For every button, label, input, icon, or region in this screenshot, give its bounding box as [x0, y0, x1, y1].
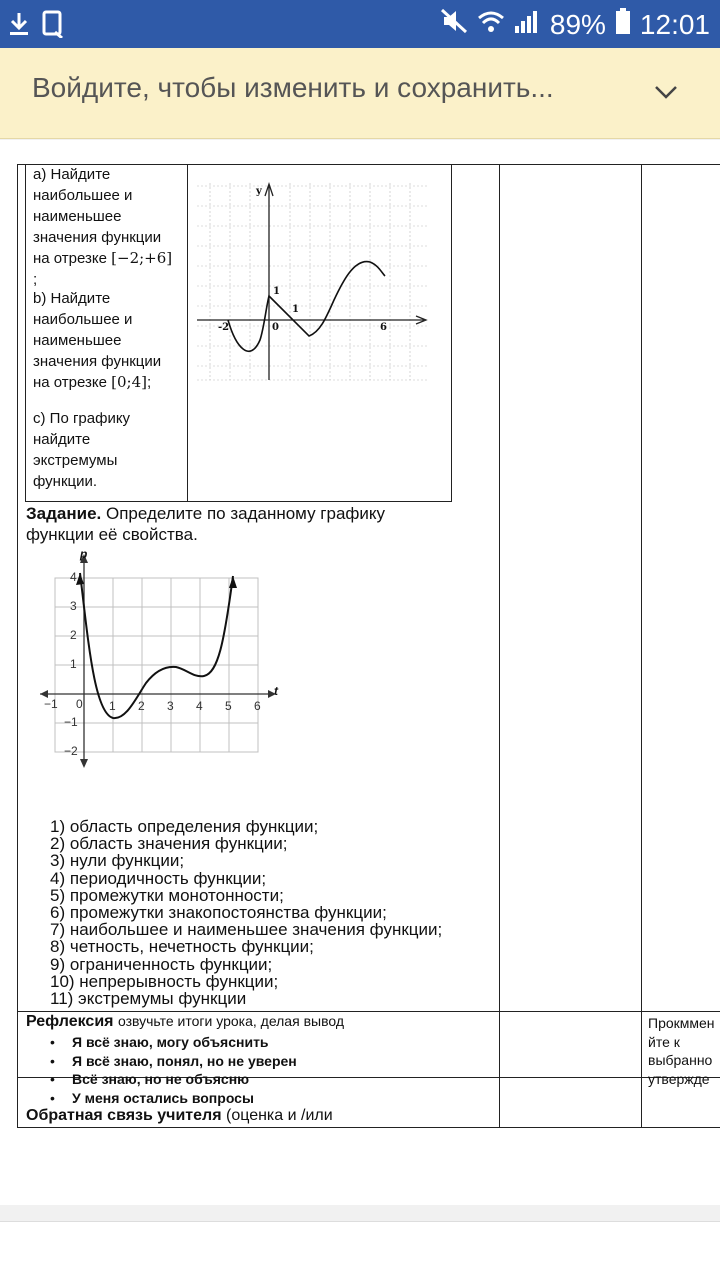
interval-formula: [−2;+6]: [111, 249, 173, 267]
graph2-y-axis-label: p: [80, 547, 88, 561]
list-item: 8) четность, нечетность функции;: [50, 937, 314, 957]
graph1-label: 0: [272, 322, 279, 333]
reflection-subtitle: озвучьте итоги урока, делая вывод: [117, 1013, 344, 1029]
list-item: 11) экстремумы функции: [50, 989, 247, 1009]
text-line: йте к: [648, 1033, 680, 1050]
banner-text: Войдите, чтобы изменить и сохранить...: [32, 72, 554, 103]
list-item: 3) нули функции;: [50, 851, 185, 871]
teacher-feedback: [26, 1107, 333, 1125]
list-item: Я всё знаю, понял, но не уверен: [72, 1052, 297, 1069]
task2-bold: Задание.: [26, 504, 102, 523]
text-line: на отрезке: [33, 250, 107, 267]
right-column-text: [648, 1014, 720, 1088]
graph2-x-tick: 2: [138, 699, 145, 713]
wifi-icon: [478, 9, 504, 41]
text-line: ;: [33, 271, 38, 288]
list-item: У меня остались вопросы: [72, 1089, 254, 1106]
graph1-label: 1: [292, 304, 299, 315]
list-item: 10) непрерывность функции;: [50, 971, 279, 991]
list-item: Я всё знаю, могу объяснить: [72, 1034, 269, 1050]
table-row-divider: [17, 1011, 720, 1012]
text-line: а) Найдите: [33, 166, 111, 183]
text-line: значения функции: [33, 229, 162, 246]
graph2-x-tick: 6: [254, 699, 261, 713]
clock: 12:01: [639, 8, 710, 40]
task-part-c: [33, 408, 183, 492]
table-left-border: [17, 164, 18, 1128]
inner-table-divider: [187, 164, 188, 501]
status-bar: [0, 0, 720, 48]
graph1-label: 1: [273, 286, 280, 297]
graph1-y-label: y: [256, 186, 262, 197]
graph2-x-axis-label: t: [274, 684, 278, 698]
list-item: 1) область определения функции;: [50, 817, 319, 836]
text-line: на отрезке: [33, 374, 107, 391]
graph2-y-tick: 4: [70, 570, 77, 584]
reflection-heading: [26, 1013, 344, 1031]
list-item: 6) промежутки знакопостоянства функции;: [50, 903, 387, 923]
graph2-y-tick: 3: [70, 599, 77, 613]
text-line: экстремумы: [33, 452, 118, 469]
text-line: b) Найдите: [33, 290, 111, 307]
graph2-y-tick: −2: [64, 744, 78, 758]
text-line: выбранно: [648, 1052, 713, 1068]
graph2-y-tick: −1: [64, 715, 78, 729]
text-line: наибольшее и: [33, 187, 133, 204]
battery-icon: [616, 8, 630, 41]
task-part-a: [33, 164, 183, 290]
text-line: ;: [147, 374, 152, 391]
screenshot-icon: [42, 10, 64, 43]
download-icon: [8, 11, 30, 42]
text-line: наибольшее и: [33, 311, 133, 328]
list-item: 4) периодичность функции;: [50, 868, 267, 888]
document-page[interactable]: [0, 140, 720, 1205]
list-item: 2) область значения функции;: [50, 834, 288, 854]
sign-in-banner[interactable]: [0, 48, 720, 139]
text-line: утвержде: [648, 1070, 710, 1087]
text-line: Прокммен: [648, 1015, 715, 1031]
list-item: 5) промежутки монотонности;: [50, 885, 284, 905]
inner-table-border: [25, 164, 26, 501]
table-col-divider: [641, 164, 642, 1128]
graph2-y-tick: 2: [70, 628, 77, 642]
inner-table-border: [25, 501, 452, 502]
graph2-x-tick: 4: [196, 699, 203, 713]
battery-level: 89%: [549, 8, 606, 40]
list-item: Всё знаю, но не объясню: [72, 1071, 250, 1087]
document-next-page[interactable]: [0, 1221, 720, 1281]
signal-icon: [514, 9, 540, 41]
list-item: 9) ограниченность функции;: [50, 954, 273, 974]
text-line: наименьшее: [33, 332, 122, 349]
text-line: значения функции: [33, 353, 162, 370]
graph2-x-tick: 5: [225, 699, 232, 713]
reflection-title: Рефлексия: [26, 1013, 114, 1030]
feedback-text: (оценка и /или: [225, 1107, 333, 1124]
inner-table-border: [451, 164, 452, 501]
graph2-x-tick: 0: [76, 697, 83, 711]
page-gap: [0, 1205, 720, 1221]
properties-list: [50, 818, 442, 1007]
reflection-options: • Я всё знаю, могу объяснить • Я всё знаю, понял, но не уверен • Всё знаю, но не объясню • У меня остались вопросы: [50, 1034, 297, 1106]
feedback-bold: Обратная связь учителя: [26, 1107, 222, 1124]
graph1-label: -2: [218, 322, 230, 333]
table-bottom-border: [17, 1127, 720, 1128]
graph1-label: 6: [380, 322, 387, 333]
function-graph-1: [192, 178, 432, 384]
table-col-divider: [499, 164, 500, 1128]
graph2-x-tick: 1: [109, 699, 116, 713]
task2-heading: [26, 503, 496, 545]
graph2-x-tick: −1: [44, 697, 58, 711]
text-line: с) По графику: [33, 410, 131, 427]
mute-icon: [440, 8, 468, 41]
list-item: 7) наибольшее и наименьшее значения функции;: [50, 920, 443, 940]
task2-text2: функции её свойства.: [26, 525, 198, 544]
task2-text: Определите по заданному графику: [105, 504, 386, 523]
text-line: найдите: [33, 431, 91, 448]
graph2-x-tick: 3: [167, 699, 174, 713]
text-line: функции.: [33, 473, 98, 490]
interval-formula: [0;4]: [111, 373, 148, 391]
text-line: наименьшее: [33, 208, 122, 225]
task-part-b: [33, 288, 183, 393]
chevron-down-icon[interactable]: [654, 80, 678, 104]
graph2-y-tick: 1: [70, 657, 77, 671]
